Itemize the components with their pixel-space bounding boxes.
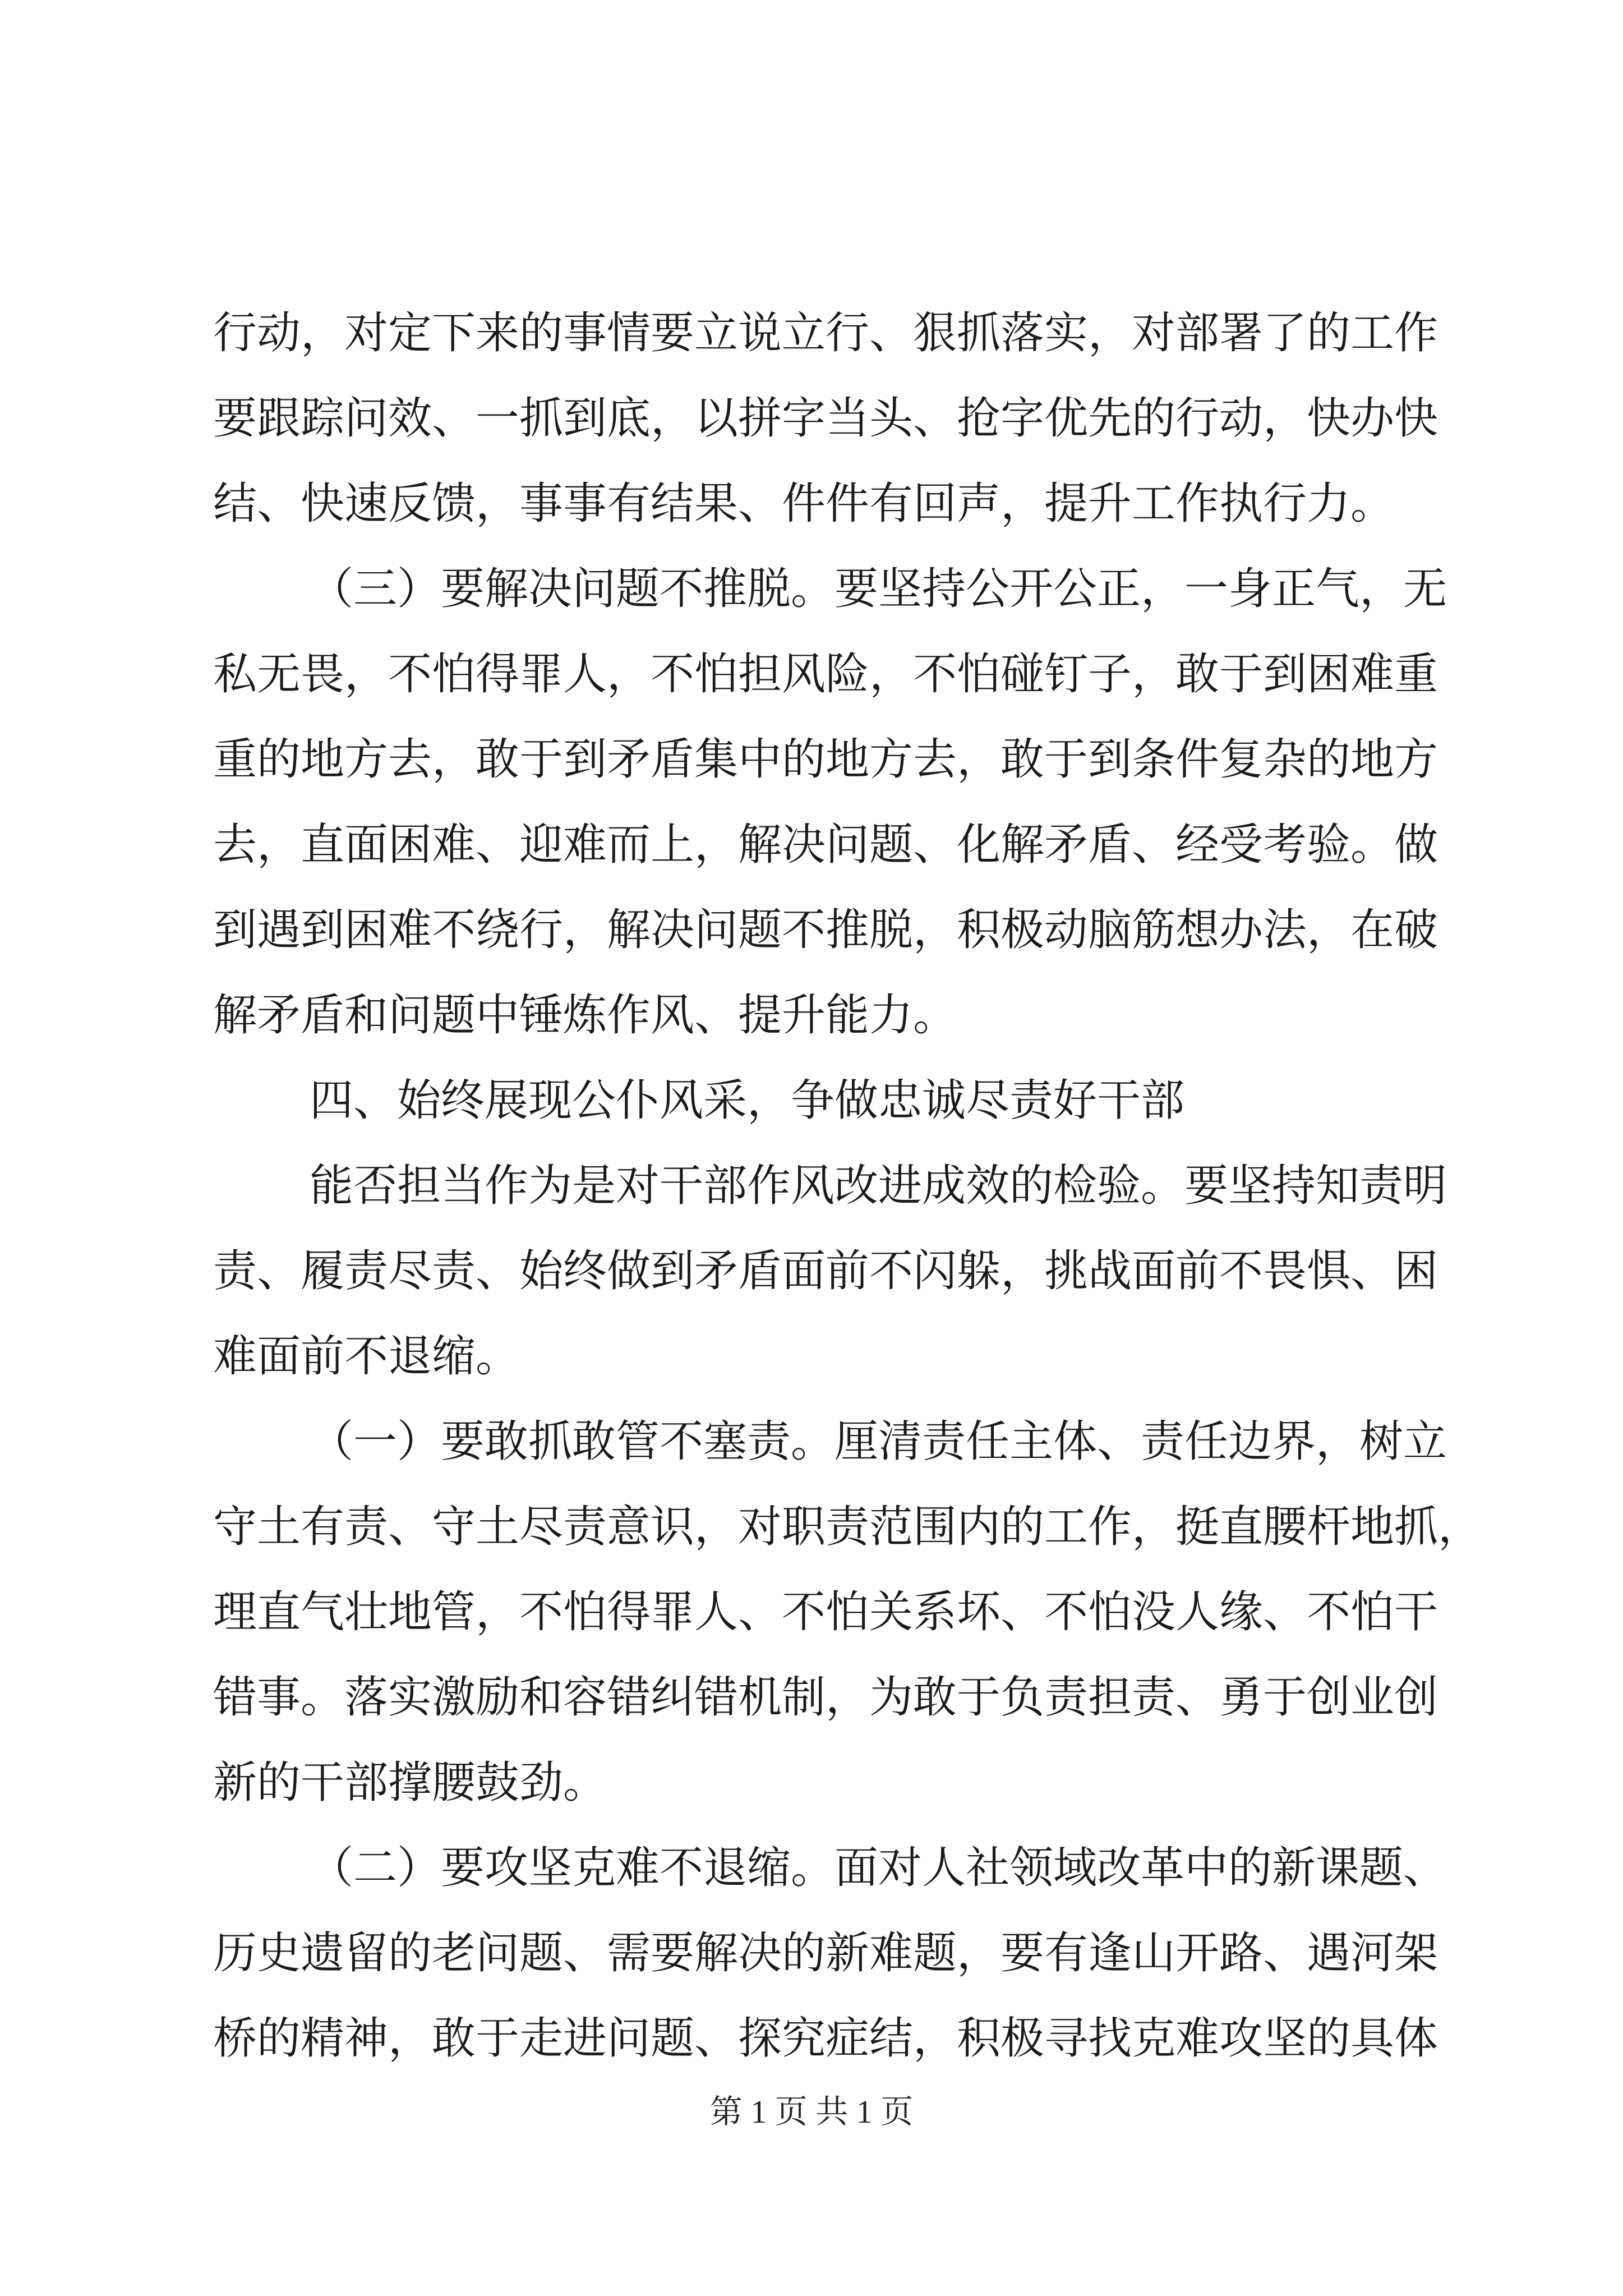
document-body xyxy=(213,291,1482,2081)
text-line-18: 新的干部撑腰鼓劲。 xyxy=(213,1757,607,1808)
text-line-5: 私无畏，不怕得罪人，不怕担风险，不怕碰钉子，敢于到困难重 xyxy=(213,649,1438,700)
text-line-3: 结、快速反馈，事事有结果、件件有回声，提升工作执行力。 xyxy=(213,478,1395,529)
text-line-17: 错事。落实激励和容错纠错机制，为敢于负责担责、勇于创业创 xyxy=(213,1672,1438,1723)
page-number-footer: 第 1 页 共 1 页 xyxy=(709,2093,914,2130)
text-line-11: 能否担当作为是对干部作风改进成效的检验。要坚持知责明 xyxy=(310,1161,1447,1211)
text-line-8: 到遇到困难不绕行，解决问题不推脱，积极动脑筋想办法，在破 xyxy=(213,905,1438,955)
text-line-12: 责、履责尽责、始终做到矛盾面前不闪躲，挑战面前不畏惧、困 xyxy=(213,1246,1438,1296)
text-line-7: 去，直面困难、迎难而上，解决问题、化解矛盾、经受考验。做 xyxy=(213,820,1438,870)
text-line-16: 理直气壮地管，不怕得罪人、不怕关系坏、不怕没人缘、不怕干 xyxy=(213,1587,1438,1637)
text-line-13: 难面前不退缩。 xyxy=(213,1331,520,1382)
text-line-6: 重的地方去，敢于到矛盾集中的地方去，敢于到条件复杂的地方 xyxy=(213,734,1438,785)
text-line-15: 守土有责、守土尽责意识，对职责范围内的工作，挺直腰杆地抓， xyxy=(213,1502,1482,1552)
section-heading-2: （二）要攻坚克难不退缩。面对人社领域改革中的新课题、 xyxy=(310,1843,1447,1893)
text-line-1: 行动，对定下来的事情要立说立行、狠抓落实，对部署了的工作 xyxy=(213,308,1438,358)
chapter-heading-4: 四、始终展现公仆风采，争做忠诚尽责好干部 xyxy=(310,1075,1185,1126)
text-line-2: 要跟踪问效、一抓到底，以拼字当头、抢字优先的行动，快办快 xyxy=(213,393,1438,444)
section-heading-3: （三）要解决问题不推脱。要坚持公开公正，一身正气，无 xyxy=(310,564,1447,614)
text-line-20: 历史遗留的老问题、需要解决的新难题，要有逢山开路、遇河架 xyxy=(213,1928,1438,1978)
text-line-21: 桥的精神，敢于走进问题、探究症结，积极寻找克难攻坚的具体 xyxy=(213,2013,1438,2064)
text-line-9: 解矛盾和问题中锤炼作风、提升能力。 xyxy=(213,990,957,1041)
section-heading-1: （一）要敢抓敢管不塞责。厘清责任主体、责任边界，树立 xyxy=(310,1416,1447,1467)
